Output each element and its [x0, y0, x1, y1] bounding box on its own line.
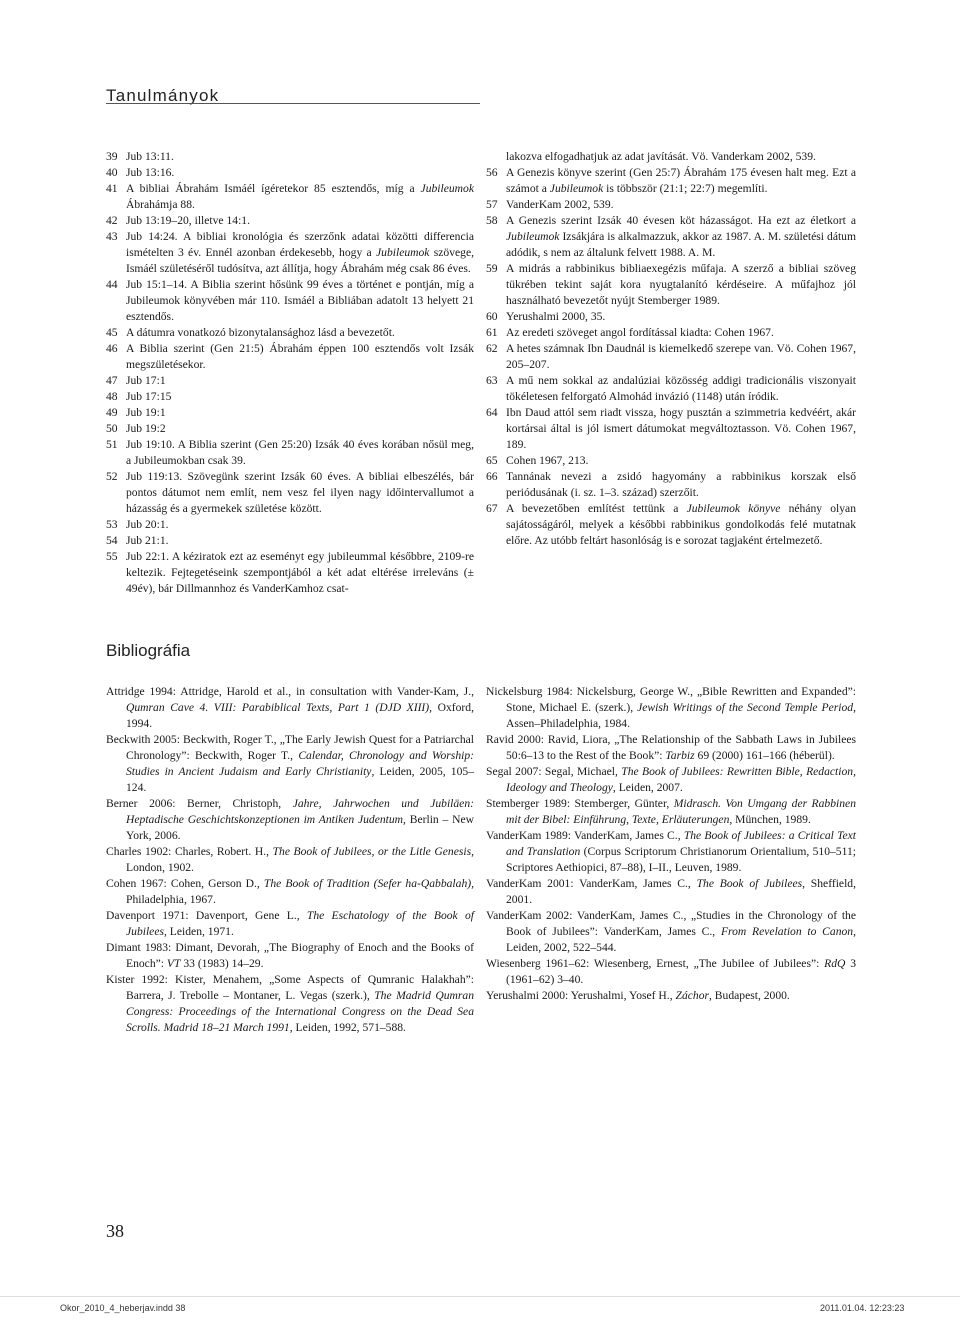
text-segment: Charles 1902: Charles, Robert. H., [106, 845, 273, 858]
text-segment: Jub 20:1. [126, 518, 169, 531]
text-segment: Jub 22:1. A kéziratok ezt az eseményt egy jubileummal későbbre, 2109-re keltezik. Fejtegetéseink szempontjából a két adat eltérése irreleváns (± 49év), bár Dillmannhoz és VanderKamhoz csat- [126, 550, 474, 595]
footnote-number: 43 [106, 230, 118, 243]
footnote [486, 373, 856, 405]
footnote [486, 261, 856, 309]
text-segment: Philadelphia, 1967. [126, 893, 216, 906]
text-segment: Ravid 2000: Ravid, Liora, „The Relationship of the Sabbath Laws in Jubilees 50:6–13 to the Rest of the Book”: [486, 733, 856, 762]
footnote-number: 59 [486, 262, 498, 275]
footnote-number: 49 [106, 406, 118, 419]
footnote [106, 277, 474, 325]
bibliography-entry [106, 940, 474, 972]
footnote-number: 50 [106, 422, 118, 435]
footnote-number: 52 [106, 470, 118, 483]
bibliography-heading: Bibliográfia [106, 641, 191, 660]
text-segment: Davenport 1971: Davenport, Gene L., [106, 909, 307, 922]
bibliography-entry [106, 732, 474, 796]
text-segment: Beckwith 2005: Beckwith, Roger T., „The Early Jewish Quest for a Patriarchal Chronology”: Beckwith, Roger T., [106, 733, 474, 762]
text-segment: Oxford, 1994. [126, 701, 474, 730]
text-segment: Izsákjára is alkalmazzuk, akkor az 1987. A. M. születési dátum adódik, s nem az általunk felvett 1988. A. M. [506, 230, 856, 259]
text-segment: (Corpus Scriptorum Christianorum Orientalium, 510–511; Scriptores Aethiopici, 87–88), I–II., Leuven, 1989. [506, 845, 856, 874]
footnote [486, 469, 856, 501]
italic-text: The Madrid Qumran Congress: Proceedings of the International Congress on the Dead Sea Scrolls. Madrid 18–21 March 1991 [126, 989, 474, 1034]
text-segment: Cohen 1967, 213. [506, 454, 589, 467]
text-segment: Jub 21:1. [126, 534, 169, 547]
bibliography-entry [486, 828, 856, 876]
footnote [106, 181, 474, 213]
text-segment: , Berlin – New York, 2006. [126, 813, 474, 842]
footnote-number: 61 [486, 326, 498, 339]
text-segment: Jub 15:1–14. A Biblia szerint hősünk 99 éves a történet e pontján, míg a Jubileumok könyvében már 110. Ismáél a Bibliában adatolt 13 helyett 21 esztendős. [126, 278, 474, 323]
footnote [486, 309, 856, 325]
footer-file-info: Okor_2010_4_heberjav.indd 38 [60, 1303, 186, 1313]
text-segment: Yerushalmi 2000: Yerushalmi, Yosef H., [486, 989, 676, 1002]
text-segment: Jub 17:15 [126, 390, 172, 403]
footnote-number: 56 [486, 166, 498, 179]
text-segment: Yerushalmi 2000, 35. [506, 310, 606, 323]
text-segment: , Sheffield, 2001. [506, 877, 856, 906]
footnote-number: 60 [486, 310, 498, 323]
text-segment: Segal 2007: Segal, Michael, [486, 765, 622, 778]
text-segment: Jub 13:19–20, illetve 14:1. [126, 214, 250, 227]
text-segment: , Leiden, 2007. [612, 781, 683, 794]
text-segment: , Leiden, 2005, 105–124. [126, 765, 474, 794]
text-segment: Az eredeti szöveget angol fordítással kiadta: Cohen 1967. [506, 326, 774, 339]
footnote [106, 389, 474, 405]
footnote-number: 58 [486, 214, 498, 227]
italic-text: The Book of Tradition (Sefer ha-Qabbalah), [263, 877, 474, 890]
italic-text: The Book of Jubilees, or the Litle Genesis [272, 845, 472, 858]
text-segment: VanderKam 1989: VanderKam, James C., [486, 829, 684, 842]
text-segment: 3 (1961–62) 3–40. [506, 957, 856, 986]
bibliography-entry [106, 908, 474, 940]
italic-text: Jahre, Jahrwochen und Jubiläen: Heptadische Geschichtskonzeptionen im Antiken Judentum [126, 797, 474, 826]
text-segment: Ibn Daud attól sem riadt vissza, hogy pusztán a szimmetria kedvéért, akár kortársai által is jól ismert dátumokat megváltoztasson. Vö. Cohen 1967, 189. [506, 406, 856, 451]
footnote-number: 45 [106, 326, 118, 339]
footnote-number: 39 [106, 150, 118, 163]
text-segment: Jub 17:1 [126, 374, 166, 387]
bibliography-left-column [106, 684, 474, 1036]
footnote [106, 549, 474, 597]
text-segment: A bibliai Ábrahám Ismáél ígéretekor 85 esztendős, míg a [126, 182, 421, 195]
text-segment: Jub 13:11. [126, 150, 174, 163]
footnote [106, 341, 474, 373]
text-segment: VanderKam 2002: VanderKam, James C., „Studies in the Chronology of the Book of Jubilees”: VanderKam, James C., [486, 909, 856, 938]
bibliography-entry [486, 684, 856, 732]
footnote [106, 517, 474, 533]
footnote [106, 421, 474, 437]
text-segment: Stemberger 1989: Stemberger, Günter, [486, 797, 674, 810]
footnote [486, 341, 856, 373]
text-segment: A mű nem sokkal az andalúziai közösség addigi tradicionális viszonyait tökéletesen felforgató Almohád invázió (1148) után íródik. [506, 374, 856, 403]
text-segment: Nickelsburg 1984: Nickelsburg, George W., „Bible Rewritten and Expanded”: Stone, Michael E. (szerk.), [486, 685, 856, 714]
text-segment: , Budapest, 2000. [709, 989, 790, 1002]
header-rule [106, 103, 480, 104]
text-segment: Jub 19:2 [126, 422, 166, 435]
italic-text: Qumran Cave 4. VIII: Parabiblical Texts, Part 1 (DJD XIII), [126, 701, 433, 714]
footnote [106, 437, 474, 469]
footnote [486, 501, 856, 549]
italic-text: The Book of Jubilees: a Critical Text and Translation [506, 829, 856, 858]
text-segment: Tannának nevezi a zsidó hagyomány a rabbinikus korszak első periódusának (i. sz. 1–3. század) szerzőit. [506, 470, 856, 499]
footnote-number: 53 [106, 518, 118, 531]
text-segment: A midrás a rabbinikus bibliaexegézis műfaja. A szerző a bibliai szöveg tükrében tekint saját kora nyugtalanító kérdéseire. A műfajhoz jól használható bevezetőt nyújt Stemberger 1989. [506, 262, 856, 307]
italic-text: The Book of Jubilees: Rewritten Bible, Redaction, Ideology and Theology [506, 765, 856, 794]
page-number: 38 [106, 1221, 124, 1241]
footnote [106, 405, 474, 421]
text-segment: , Assen–Philadelphia, 1984. [506, 701, 856, 730]
text-segment: Jub 14:24. A bibliai kronológia és szerzőnk adatai közötti differencia ismételten 3 év. Ennél azonban érdekesebb, hogy a [126, 230, 474, 259]
footnote [486, 149, 856, 165]
footnote [106, 373, 474, 389]
italic-text: RdQ [824, 957, 846, 970]
bibliography-entry [486, 764, 856, 796]
text-segment: is többször (21:1; 22:7) megemlíti. [603, 182, 768, 195]
italic-text: Záchor [675, 989, 709, 1002]
text-segment: A dátumra vonatkozó bizonytalansághoz lásd a bevezetőt. [126, 326, 395, 339]
footnote [106, 149, 474, 165]
footnote [106, 325, 474, 341]
footnote [106, 533, 474, 549]
footnote-number: 64 [486, 406, 498, 419]
footnote-number: 67 [486, 502, 498, 515]
text-segment: Jub 119:13. Szövegünk szerint Izsák 60 éves. A bibliai elbeszélés, bár pontos dátumot nem említ, nem vesz fel ilyen nagy időintervallumot a házasság és a gyermekek születése között. [126, 470, 474, 515]
footnote-number: 47 [106, 374, 118, 387]
text-segment: Jub 19:1 [126, 406, 166, 419]
footnotes-right-column [486, 149, 856, 549]
footnote [106, 213, 474, 229]
footer-rule [0, 1296, 960, 1297]
bibliography-entry [486, 988, 856, 1004]
bibliography-entry [486, 876, 856, 908]
italic-text: Jewish Writings of the Second Temple Period [637, 701, 854, 714]
italic-text: Jubileumok [506, 230, 560, 243]
text-segment: Ábrahámja 88. [126, 198, 195, 211]
text-segment: , London, 1902. [126, 845, 474, 874]
footnote [106, 165, 474, 181]
text-segment: Jub 13:16. [126, 166, 175, 179]
text-segment: VanderKam 2002, 539. [506, 198, 614, 211]
text-segment: Dimant 1983: Dimant, Devorah, „The Biography of Enoch and the Books of Enoch”: [106, 941, 474, 970]
italic-text: VT [166, 957, 181, 970]
text-segment: A bevezetőben említést tettünk a [506, 502, 687, 515]
footnote-number: 48 [106, 390, 118, 403]
footnote [486, 325, 856, 341]
text-segment: 69 (2000) 161–166 (héberül). [694, 749, 835, 762]
text-segment: Wiesenberg 1961–62: Wiesenberg, Ernest, „The Jubilee of Jubilees”: [486, 957, 825, 970]
footnote-number: 62 [486, 342, 498, 355]
text-segment: A hetes számnak Ibn Daudnál is kiemelkedő szerepe van. Vö. Cohen 1967, 205–207. [506, 342, 856, 371]
text-segment: A Genezis könyve szerint (Gen 25:7) Ábrahám 175 évesen halt meg. Ezt a számot a [506, 166, 856, 195]
italic-text: Tarbiz [665, 749, 695, 762]
bibliography-entry [106, 684, 474, 732]
italic-text: Jubileumok [420, 182, 474, 195]
text-segment: , Leiden, 1992, 571–588. [289, 1021, 406, 1034]
footnote-number: 63 [486, 374, 498, 387]
text-segment: , Leiden, 1971. [164, 925, 234, 938]
footnote-number: 42 [106, 214, 118, 227]
text-segment: szövege, Ismáél születéséről tudósítva, azt állítja, hogy Ábrahám még csak 86 éves. [126, 246, 475, 275]
footnote-number: 65 [486, 454, 498, 467]
footnote-number: 44 [106, 278, 118, 291]
text-segment: Berner 2006: Berner, Christoph, [106, 797, 293, 810]
text-segment: VanderKam 2001: VanderKam, James C., [486, 877, 697, 890]
footnote [486, 453, 856, 469]
bibliography-entry [486, 956, 856, 988]
footnote-number: 57 [486, 198, 498, 211]
italic-text: The Book of Jubilees [696, 877, 803, 890]
footnote-number: 66 [486, 470, 498, 483]
footnote-number: 55 [106, 550, 118, 563]
italic-text: Jubileumok [376, 246, 430, 259]
footnote-number: 41 [106, 182, 118, 195]
footnote [486, 197, 856, 213]
footnote [486, 213, 856, 261]
bibliography-entry [106, 796, 474, 844]
italic-text: Midrasch. Von Umgang der Rabbinen mit der Bibel: Einführung, Texte, Erläuterungen [506, 797, 856, 826]
text-segment: A Biblia szerint (Gen 21:5) Ábrahám éppen 100 esztendős volt Izsák megszületésekor. [126, 342, 474, 371]
footer-timestamp: 2011.01.04. 12:23:23 [820, 1303, 905, 1313]
text-segment: A Genezis szerint Izsák 40 évesen köt házasságot. Ha ezt az életkort a [506, 214, 856, 227]
bibliography-entry [106, 876, 474, 908]
bibliography-entry [486, 796, 856, 828]
text-segment: lakozva elfogadhatjuk az adat javítását. Vö. Vanderkam 2002, 539. [506, 150, 816, 163]
italic-text: Calendar, Chronology and Worship: Studies in Ancient Judaism and Early Christianity [126, 749, 474, 778]
text-segment: Kister 1992: Kister, Menahem, „Some Aspects of Qumranic Halakhah”: Barrera, J. Trebolle – Montaner, L. Vegas (szerk.), [106, 973, 474, 1002]
bibliography-entry [106, 972, 474, 1036]
text-segment: Cohen 1967: Cohen, Gerson D., [106, 877, 264, 890]
italic-text: Jubileumok könyve [686, 502, 781, 515]
bibliography-entry [106, 844, 474, 876]
text-segment: , Leiden, 2002, 522–544. [506, 925, 856, 954]
footnote-number: 51 [106, 438, 118, 451]
italic-text: The Eschatology of the Book of Jubilees [126, 909, 474, 938]
footnote-number: 54 [106, 534, 118, 547]
footnotes-left-column [106, 149, 474, 597]
text-segment: Jub 19:10. A Biblia szerint (Gen 25:20) Izsák 40 éves korában nősül meg, a Jubileumokban csak 39. [126, 438, 474, 467]
bibliography-entry [486, 908, 856, 956]
footnote [106, 229, 474, 277]
text-segment: néhány olyan sajátosságáról, melyek a későbbi rabbinikus gondolkodás felé mutatnak előre. Az utóbb feltárt hasonlóság is e sorozat tagjaként értelmezető. [506, 502, 856, 547]
footnote [106, 469, 474, 517]
footnote [486, 405, 856, 453]
text-segment: , München, 1989. [729, 813, 811, 826]
text-segment: 33 (1983) 14–29. [180, 957, 264, 970]
text-segment: Attridge 1994: Attridge, Harold et al., in consultation with Vander-Kam, J., [106, 685, 474, 698]
section-header: Tanulmányok [106, 86, 220, 105]
footnote-number: 40 [106, 166, 118, 179]
bibliography-right-column [486, 684, 856, 1004]
italic-text: From Revelation to Canon [720, 925, 854, 938]
footnote [486, 165, 856, 197]
bibliography-entry [486, 732, 856, 764]
footnote-number: 46 [106, 342, 118, 355]
italic-text: Jubileumok [549, 182, 604, 195]
